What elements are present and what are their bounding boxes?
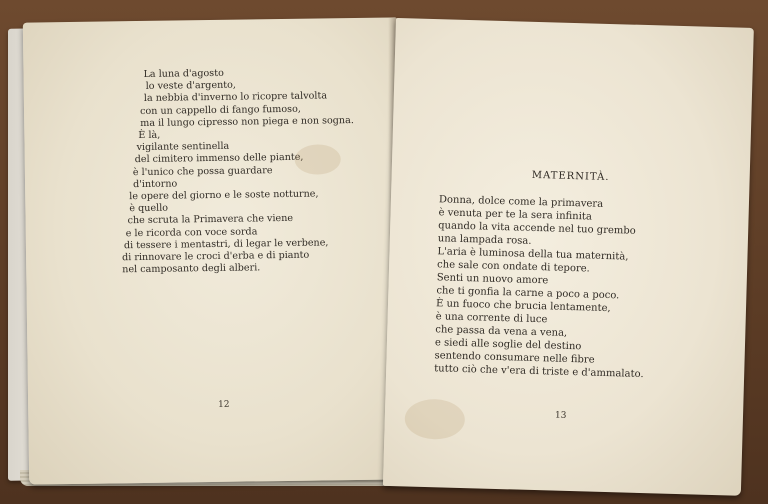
poem-line: L'aria è luminosa della tua maternità, bbox=[437, 246, 629, 263]
poem-line: che ti gonfia la carne a poco a poco. bbox=[436, 285, 620, 302]
poem-line: quando la vita accende nel tuo grembo bbox=[438, 220, 636, 237]
poem-line: lo veste d'argento, bbox=[145, 79, 237, 93]
poem-line: la nebbia d'inverno lo ricopre talvolta bbox=[143, 90, 328, 105]
poem-line: vigilante sentinella bbox=[136, 140, 230, 154]
poem-line: è una corrente di luce bbox=[435, 311, 548, 326]
poem-line: tutto ciò che v'era di triste e d'ammalato. bbox=[434, 363, 644, 381]
poem-line: con un cappello di fango fumoso, bbox=[139, 103, 301, 117]
poem-line: ma il lungo cipresso non piega e non sogna. bbox=[140, 114, 354, 129]
poem-line: È là, bbox=[138, 129, 161, 142]
left-page bbox=[23, 17, 403, 484]
poem-line: e le ricorda con voce sorda bbox=[125, 226, 258, 239]
poem-line: è l'unico che possa guardare bbox=[132, 164, 273, 178]
poem-line: una lampada rosa. bbox=[437, 233, 532, 247]
poem-line: che sale con ondate di tepore. bbox=[436, 259, 590, 275]
poem-line: È un fuoco che brucia lentamente, bbox=[435, 298, 611, 315]
poem-line: nel camposanto degli alberi. bbox=[122, 262, 261, 276]
right-poem bbox=[434, 193, 648, 381]
poem-line: che scruta la Primavera che viene bbox=[127, 213, 294, 227]
poem-line: d'intorno bbox=[132, 178, 178, 190]
poem-line: che passa da vena a vena, bbox=[435, 324, 568, 339]
page-number: 13 bbox=[554, 410, 567, 421]
poem-line: Donna, dolce come la primavera bbox=[438, 194, 604, 210]
poem-line: è venuta per te la sera infinita bbox=[438, 207, 593, 223]
poem-line: le opere del giorno e le soste notturne, bbox=[129, 188, 319, 203]
right-page bbox=[383, 18, 754, 496]
poem-line: del cimitero immenso delle piante, bbox=[134, 152, 304, 166]
page-number: 12 bbox=[218, 399, 230, 410]
poem-line: Senti un nuovo amore bbox=[436, 272, 549, 287]
poem-title: MATERNITÀ. bbox=[531, 169, 610, 184]
page-stain bbox=[404, 398, 465, 440]
poem-line: La luna d'agosto bbox=[143, 67, 224, 80]
poem-line: e siedi alle soglie del destino bbox=[434, 337, 582, 353]
poem-line: di rinnovare le croci d'erba e di pianto bbox=[122, 249, 310, 264]
poem-line: è quello bbox=[129, 202, 169, 215]
poem-line: di tessere i mentastri, di legar le verbene, bbox=[123, 237, 329, 252]
poem-line: sentendo consumare nelle fibre bbox=[434, 350, 595, 366]
